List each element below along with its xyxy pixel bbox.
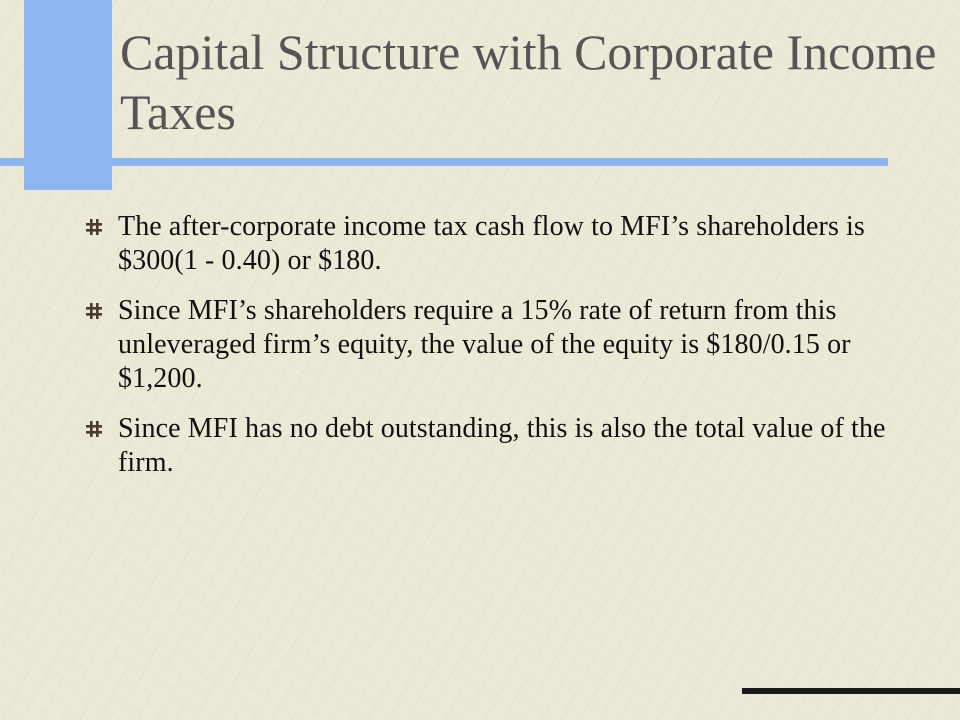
bullet-text: The after-corporate income tax cash flow to MFI’s shareholders is $300(1 - 0.40) or $180. [118, 211, 865, 276]
slide-title: Capital Structure with Corporate Income Taxes [120, 24, 937, 140]
bullet-item [86, 294, 886, 396]
bullet-text: Since MFI’s shareholders require a 15% rate of return from this unleveraged firm’s equity, the value of the equity is $180/0.15 or $1,200. [118, 295, 851, 394]
bottom-rule [742, 688, 960, 694]
hash-bullet-icon [86, 219, 102, 235]
bullet-text: Since MFI has no debt outstanding, this is also the total value of the firm. [118, 413, 886, 478]
bullet-item [86, 210, 886, 278]
hash-bullet-icon [86, 421, 102, 437]
accent-rule [0, 158, 888, 166]
bullet-list [86, 210, 886, 496]
hash-bullet-icon [86, 303, 102, 319]
bullet-item [86, 412, 886, 480]
